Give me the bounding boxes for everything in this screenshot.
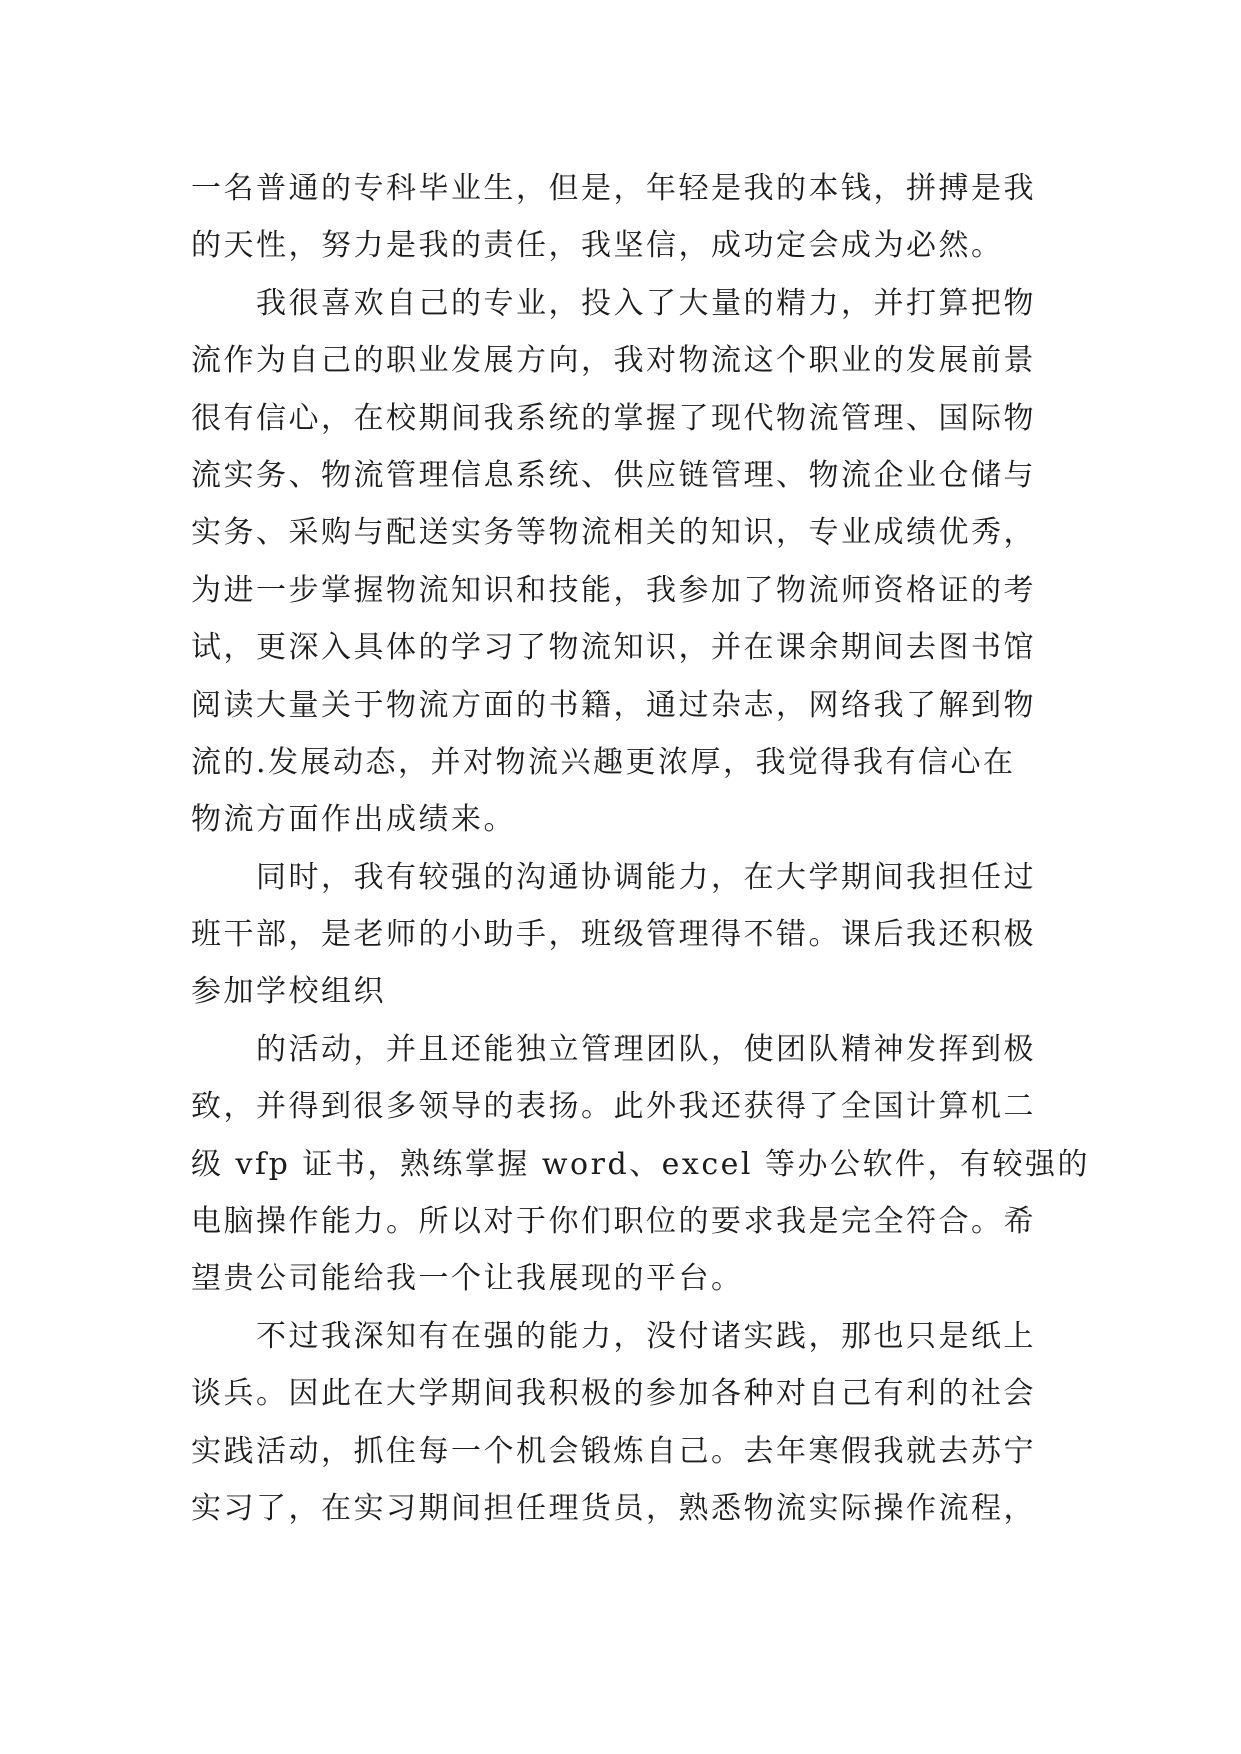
text-line: 物流方面作出成绩来。 — [191, 802, 516, 838]
text-line: 参加学校组织 — [191, 974, 386, 1010]
text-line: 实习了，在实习期间担任理货员，熟悉物流实际操作流程， — [191, 1490, 1036, 1526]
document-body — [191, 160, 1091, 1537]
text-line: 电脑操作能力。所以对于你们职位的要求我是完全符合。希 — [191, 1204, 1036, 1240]
text-line: 一名普通的专科毕业生，但是，年轻是我的本钱，拼搏是我 — [191, 171, 1036, 206]
text-line: 很有信心，在校期间我系统的掌握了现代物流管理、国际物 — [191, 400, 1036, 436]
text-line: 谈兵。因此在大学期间我积极的参加各种对自己有利的社会 — [191, 1376, 1036, 1412]
text-line: 同时，我有较强的沟通协调能力，在大学期间我担任过 — [191, 859, 1036, 895]
text-line: 流实务、物流管理信息系统、供应链管理、物流企业仓储与 — [191, 457, 1036, 493]
text-line: 的活动，并且还能独立管理团队，使团队精神发挥到极 — [191, 1031, 1036, 1067]
text-line: 为进一步掌握物流知识和技能，我参加了物流师资格证的考 — [191, 572, 1036, 608]
text-line: 不过我深知有在强的能力，没付诸实践，那也只是纸上 — [191, 1318, 1036, 1354]
text-line: 的天性，努力是我的责任，我坚信，成功定会成为必然。 — [191, 228, 1004, 264]
text-line: 级 vfp 证书，熟练掌握 word、excel 等办公软件，有较强的 — [191, 1146, 1091, 1182]
text-line: 我很喜欢自己的专业，投入了大量的精力，并打算把物 — [191, 285, 1036, 321]
text-line: 望贵公司能给我一个让我展现的平台。 — [191, 1261, 744, 1297]
text-line: 致，并得到很多领导的表扬。此外我还获得了全国计算机二 — [191, 1089, 1036, 1125]
text-line: 班干部，是老师的小助手，班级管理得不错。课后我还积极 — [191, 917, 1036, 953]
text-line: 阅读大量关于物流方面的书籍，通过杂志，网络我了解到物 — [191, 687, 1036, 723]
text-line: 实践活动，抓住每一个机会锻炼自己。去年寒假我就去苏宁 — [191, 1433, 1036, 1469]
text-line: 实务、采购与配送实务等物流相关的知识，专业成绩优秀， — [191, 515, 1036, 551]
text-line: 试，更深入具体的学习了物流知识，并在课余期间去图书馆 — [191, 630, 1036, 666]
text-line: 流作为自己的职业发展方向，我对物流这个职业的发展前景 — [191, 343, 1036, 379]
text-line: 流的.发展动态，并对物流兴趣更浓厚，我觉得我有信心在 — [191, 744, 1016, 780]
